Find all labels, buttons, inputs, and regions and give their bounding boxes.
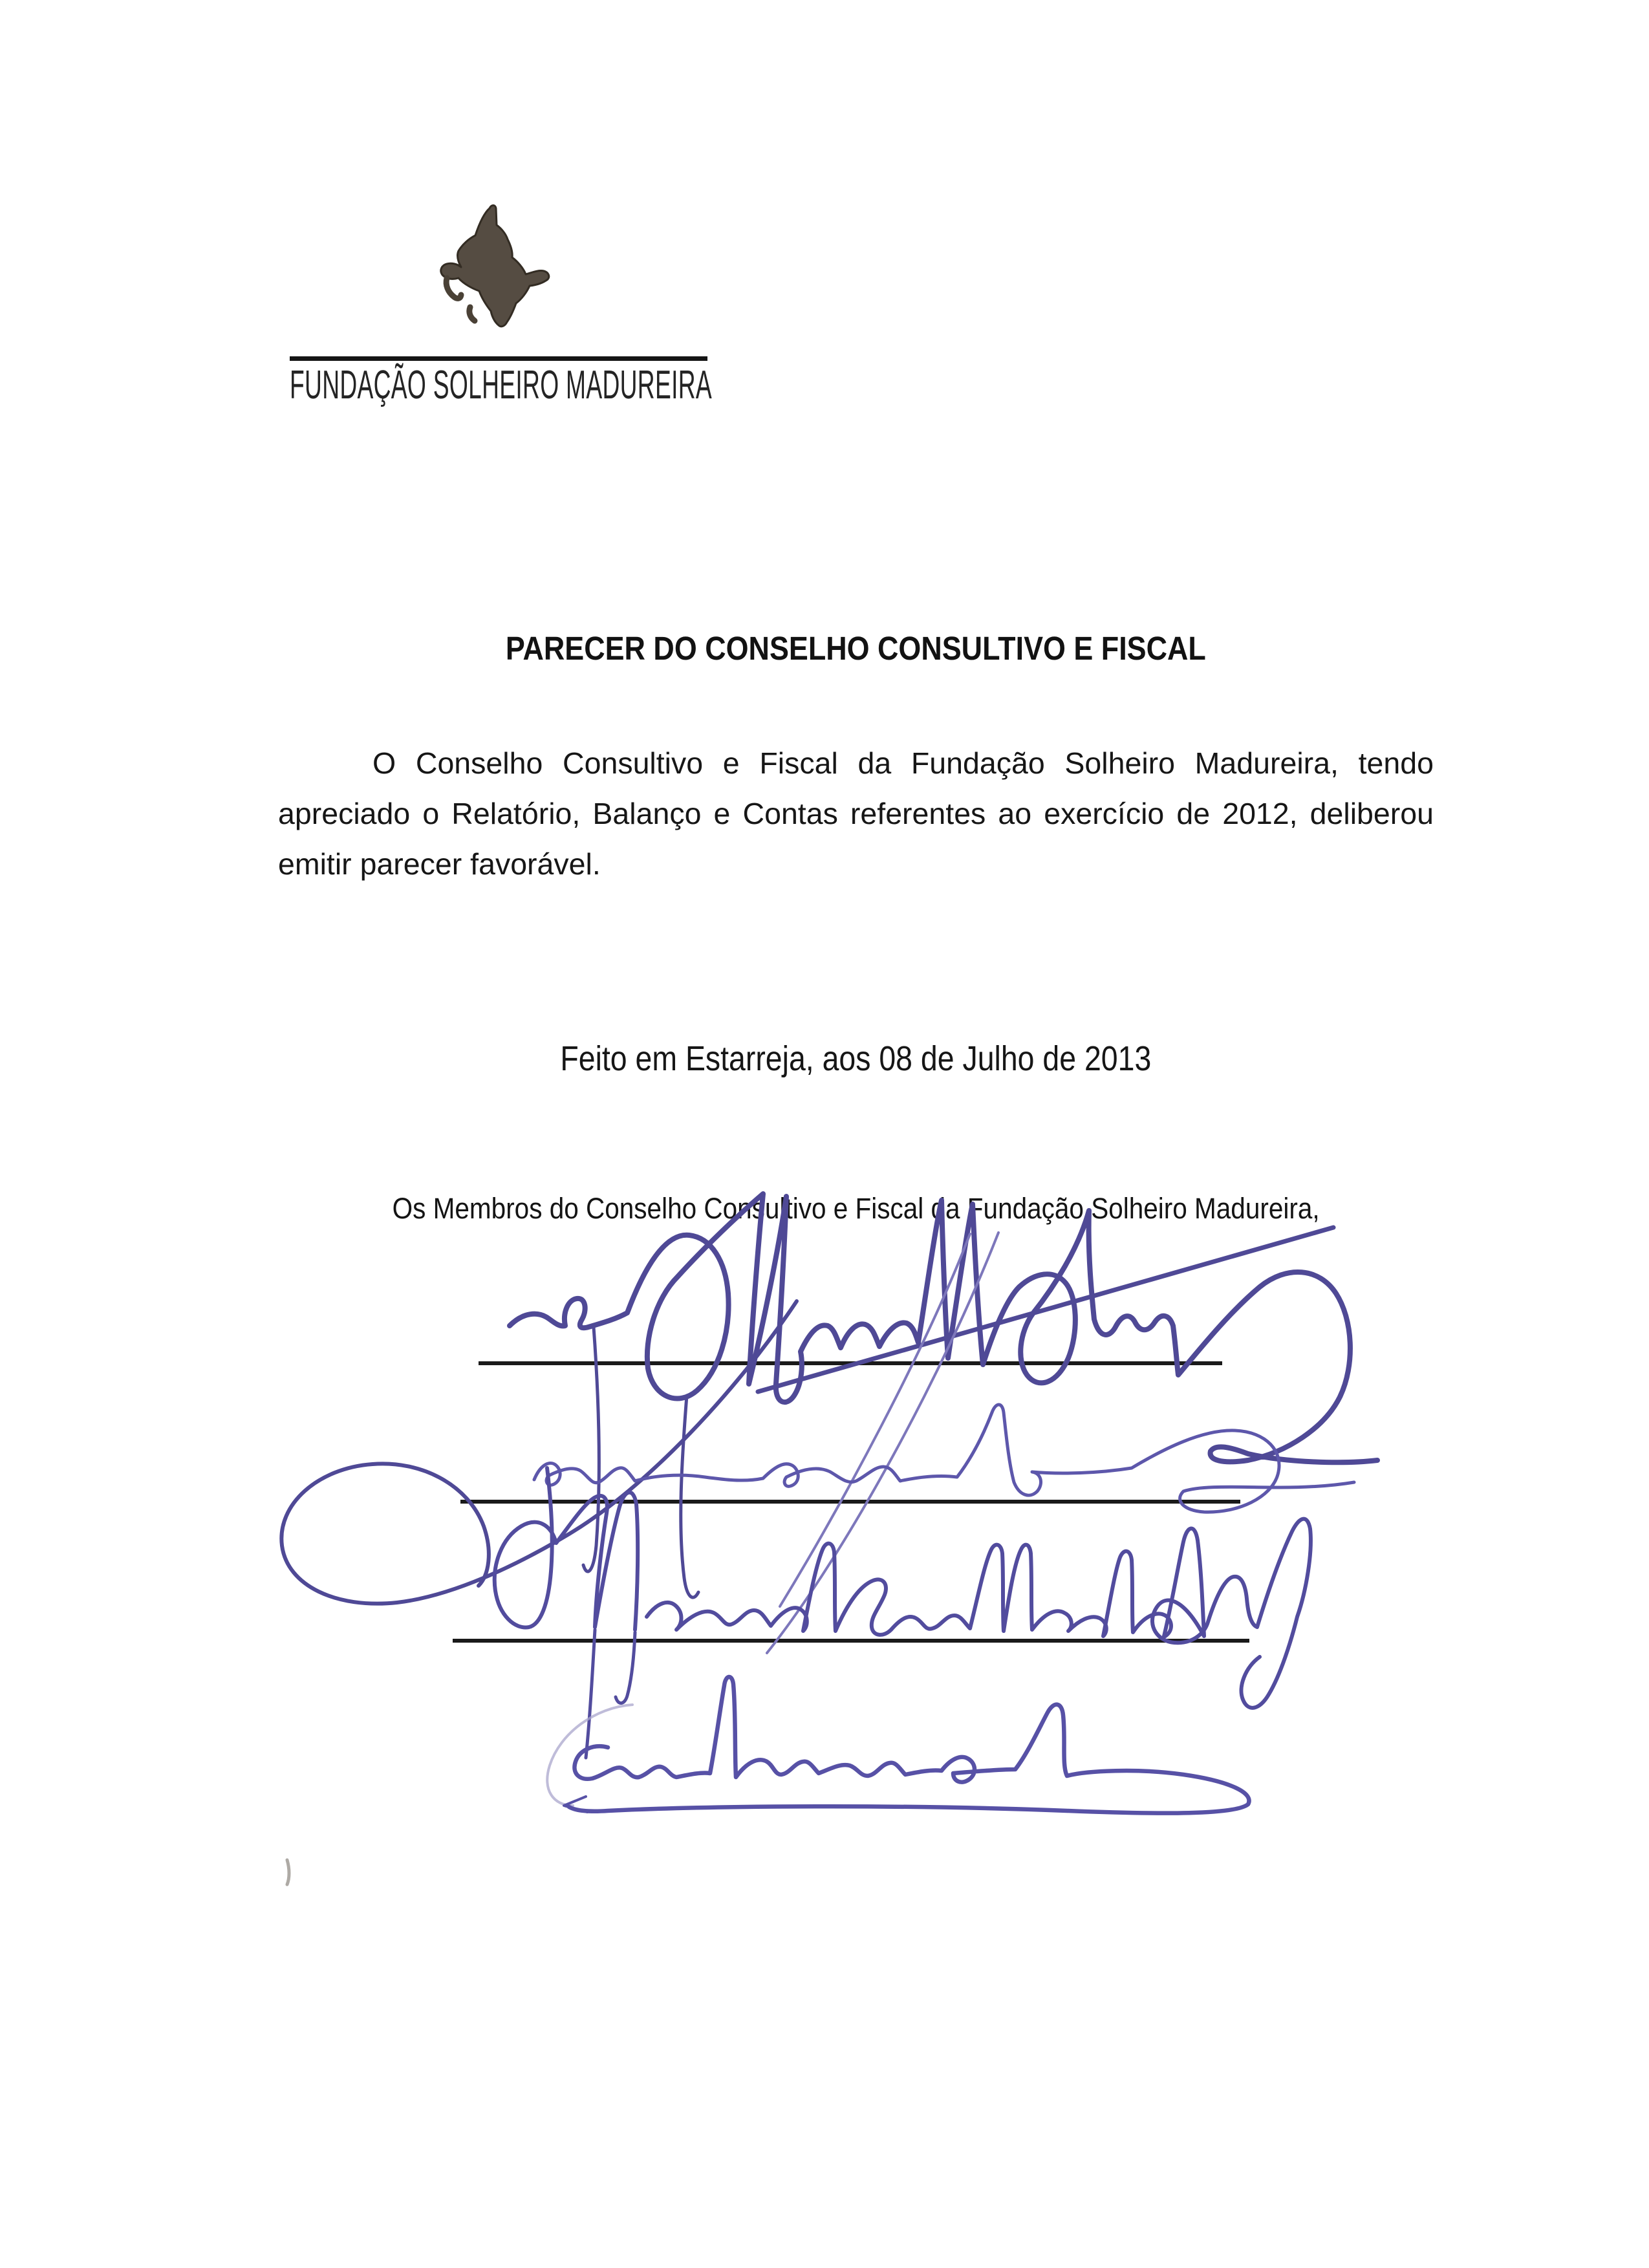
page-title: PARECER DO CONSELHO CONSULTIVO E FISCAL <box>505 630 1207 667</box>
letterhead-name-text: FUNDAÇÃO SOLHEIRO MADUREIRA <box>290 363 712 407</box>
signature-line-3 <box>453 1639 1249 1643</box>
handwritten-signature-1 <box>281 1194 1377 1653</box>
date-line: Feito em Estarreja, aos 08 de Julho de 2013 <box>560 1039 1152 1078</box>
body-line-1: O Conselho Consultivo e Fiscal da Fundação Solheiro Madureira, tendo <box>372 746 1434 780</box>
members-line: Os Membros do Conselho Consultivo e Fiscal da Fundação Solheiro Madureira, <box>392 1192 1320 1225</box>
handwritten-signature-3 <box>495 1468 1311 1758</box>
handwritten-signature-4 <box>547 1677 1249 1813</box>
signature-line-2 <box>460 1500 1240 1504</box>
foundation-logo <box>441 206 549 327</box>
handwritten-signature-2 <box>534 1405 1354 1512</box>
letterhead-rule <box>290 356 707 361</box>
scan-artifact-mark <box>287 1860 289 1885</box>
body-line-2: apreciado o Relatório, Balanço e Contas referentes ao exercício de 2012, deliberou <box>278 797 1434 830</box>
body-line-3: emitir parecer favorável. <box>278 847 601 881</box>
